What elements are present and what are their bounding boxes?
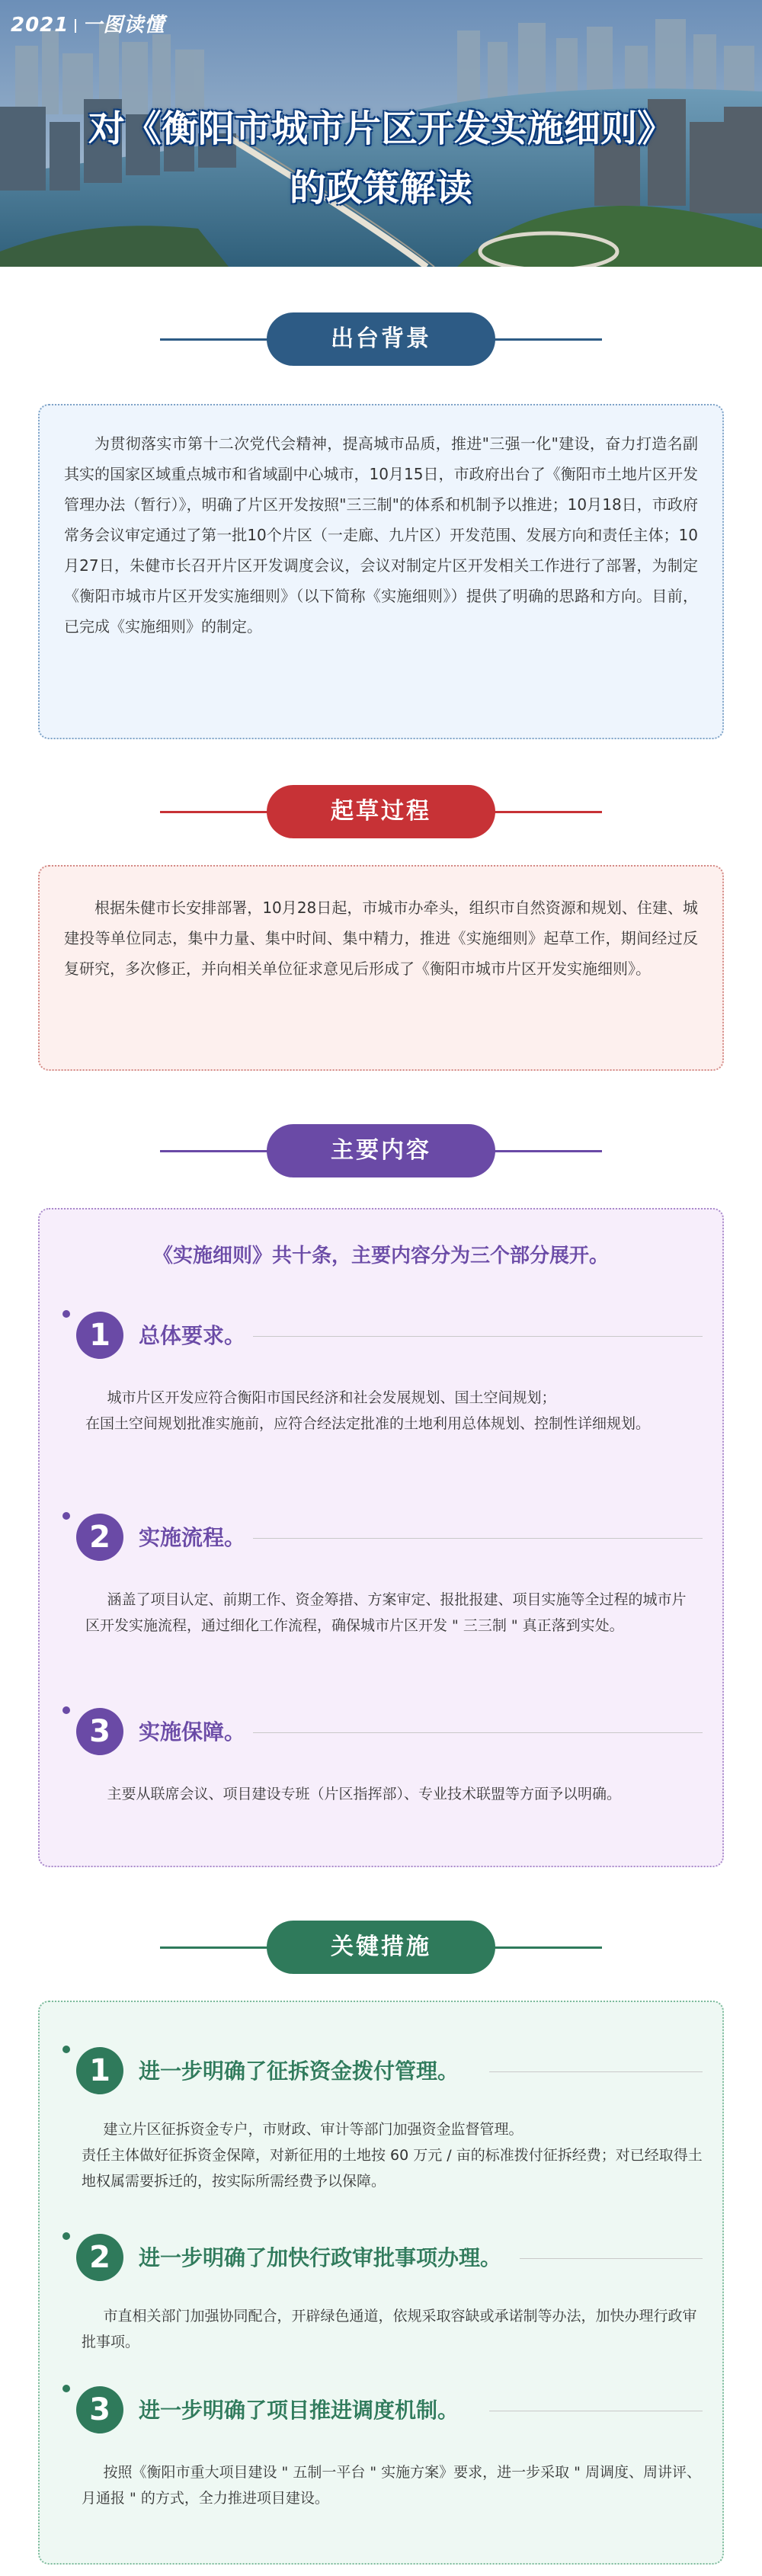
section-title-background: 出台背景 (267, 312, 495, 366)
content-item-3-line-1: 主要从联席会议、项目建设专班（片区指挥部）、专业技术联盟等方面予以明确。 (107, 1786, 622, 1802)
divider-line (253, 1732, 703, 1733)
bullet-dot (62, 1512, 70, 1520)
content-item-3-label: 实施保障。 (139, 1719, 246, 1745)
measures-item-1-head (62, 2044, 703, 2097)
hero-title-line2: 的政策解读 (289, 167, 472, 210)
header-line-right (488, 1150, 602, 1152)
content-item-3-head (62, 1705, 703, 1758)
content-item-2-line-1: 涵盖了项目认定、前期工作、资金筹措、方案审定、报批报建、项目实施等全过程的城市片区开发实施流程，通过细化工作流程，确保城市片区开发 " 三三制 " 真正落到实处。 (85, 1591, 687, 1634)
measures-item-3-text (82, 2459, 706, 2511)
hero-tag (11, 9, 165, 37)
header-line-left (160, 811, 274, 813)
measures-item-1-line-2: 责任主体做好征拆资金保障，对新征用的土地按 60 万元 / 亩的标准拨付征拆经费；对已经取得土地权属需要拆迁的，按实际所需经费予以保障。 (82, 2147, 703, 2190)
measures-item-2-label: 进一步明确了加快行政审批事项办理。 (139, 2245, 502, 2270)
content-box (38, 1208, 724, 1867)
header-line-right (488, 1946, 602, 1949)
hero-banner (0, 0, 762, 267)
content-item-1-line-2: 在国土空间规划批准实施前，应符合经法定批准的土地利用总体规划、控制性详细规划。 (85, 1415, 651, 1432)
measures-item-3-line-1: 按照《衡阳市重大项目建设 " 五制一平台 " 实施方案》要求，进一步采取 " 周调度、周讲评、月通报 " 的方式，全力推进项目建设。 (82, 2464, 701, 2507)
header-line-left (160, 1150, 274, 1152)
background-text: 为贯彻落实市第十二次党代会精神，提高城市品质，推进"三强一化"建设，奋力打造名副其实的国家区域重点城市和省域副中心城市，10月15日，市政府出台了《衡阳市土地片区开发管理办法（暂行）》，明确了片区开发按照"三三制"的体系和机制予以推进；10月18日，市政府常务会议审定通过了第一批10个片区（一走廊、九片区）开发范围、发展方向和责任主体；10月27日，朱健市长召开片区开发调度会议，会议对制定片区开发相关工作进行了部署，为制定《衡阳市城市片区开发实施细则》（以下简称《实施细则》）提供了明确的思路和方向。目前，已完成《实施细则》的制定。 (64, 434, 698, 636)
measures-box (38, 2001, 724, 2565)
section-header-content (0, 1124, 762, 1177)
bullet-dot (62, 2232, 70, 2240)
number-badge-1: 1 (76, 2047, 123, 2094)
header-line-left (160, 1946, 274, 1949)
number-badge-2: 2 (76, 2234, 123, 2281)
measures-item-2-line-1: 市直相关部门加强协同配合，开辟绿色通道，依规采取容缺或承诺制等办法，加快办理行政审批事项。 (82, 2308, 697, 2350)
measures-item-2-head (62, 2231, 703, 2284)
measures-item-3-head (62, 2383, 703, 2437)
header-line-right (488, 338, 602, 341)
number-badge-2: 2 (76, 1514, 123, 1561)
hero-tag-year: 2021 (11, 14, 69, 37)
measures-item-3-label: 进一步明确了项目推进调度机制。 (139, 2398, 459, 2423)
measures-item-1-text (82, 2116, 706, 2194)
section-title-content: 主要内容 (267, 1124, 495, 1177)
hero-tag-divider (75, 19, 76, 33)
section-title-measures: 关键措施 (267, 1921, 495, 1974)
divider-line (489, 2071, 703, 2072)
bullet-dot (62, 1310, 70, 1318)
section-header-measures (0, 1921, 762, 1974)
hero-title-line1: 对《衡阳市城市片区开发实施细则》 (88, 107, 674, 150)
divider-line (253, 1538, 703, 1539)
section-title-drafting: 起草过程 (267, 785, 495, 838)
hero-tag-label: 一图读懂 (82, 14, 165, 37)
measures-item-1-label: 进一步明确了征拆资金拨付管理。 (139, 2059, 459, 2084)
drafting-box (38, 865, 724, 1071)
divider-line (253, 1336, 703, 1337)
header-line-right (488, 811, 602, 813)
content-item-2-text (85, 1587, 687, 1639)
content-item-1-label: 总体要求。 (139, 1323, 246, 1348)
content-item-1-line-1: 城市片区开发应符合衡阳市国民经济和社会发展规划、国土空间规划； (107, 1389, 556, 1406)
bullet-dot (62, 2385, 70, 2392)
header-line-left (160, 338, 274, 341)
bullet-dot (62, 2046, 70, 2053)
measures-item-1-line-1: 建立片区征拆资金专户，市财政、审计等部门加强资金监督管理。 (103, 2121, 523, 2138)
content-item-2-label: 实施流程。 (139, 1525, 246, 1550)
number-badge-3: 3 (76, 2386, 123, 2433)
content-item-1-text (85, 1385, 687, 1437)
background-box (38, 404, 724, 739)
number-badge-3: 3 (76, 1708, 123, 1755)
content-intro: 《实施细则》共十条，主要内容分为三个部分展开。 (152, 1245, 609, 1267)
content-item-2-head (62, 1511, 703, 1564)
section-header-drafting (0, 785, 762, 838)
bullet-dot (62, 1706, 70, 1714)
measures-item-2-text (82, 2303, 706, 2355)
divider-line (520, 2258, 703, 2259)
section-header-background (0, 312, 762, 366)
drafting-text: 根据朱健市长安排部署，10月28日起，市城市办牵头，组织市自然资源和规划、住建、城建投等单位同志，集中力量、集中时间、集中精力，推进《实施细则》起草工作，期间经过反复研究，多次修正，并向相关单位征求意见后形成了《衡阳市城市片区开发实施细则》。 (64, 899, 698, 978)
content-item-1-head (62, 1309, 703, 1362)
content-item-3-text (85, 1781, 687, 1807)
number-badge-1: 1 (76, 1312, 123, 1359)
